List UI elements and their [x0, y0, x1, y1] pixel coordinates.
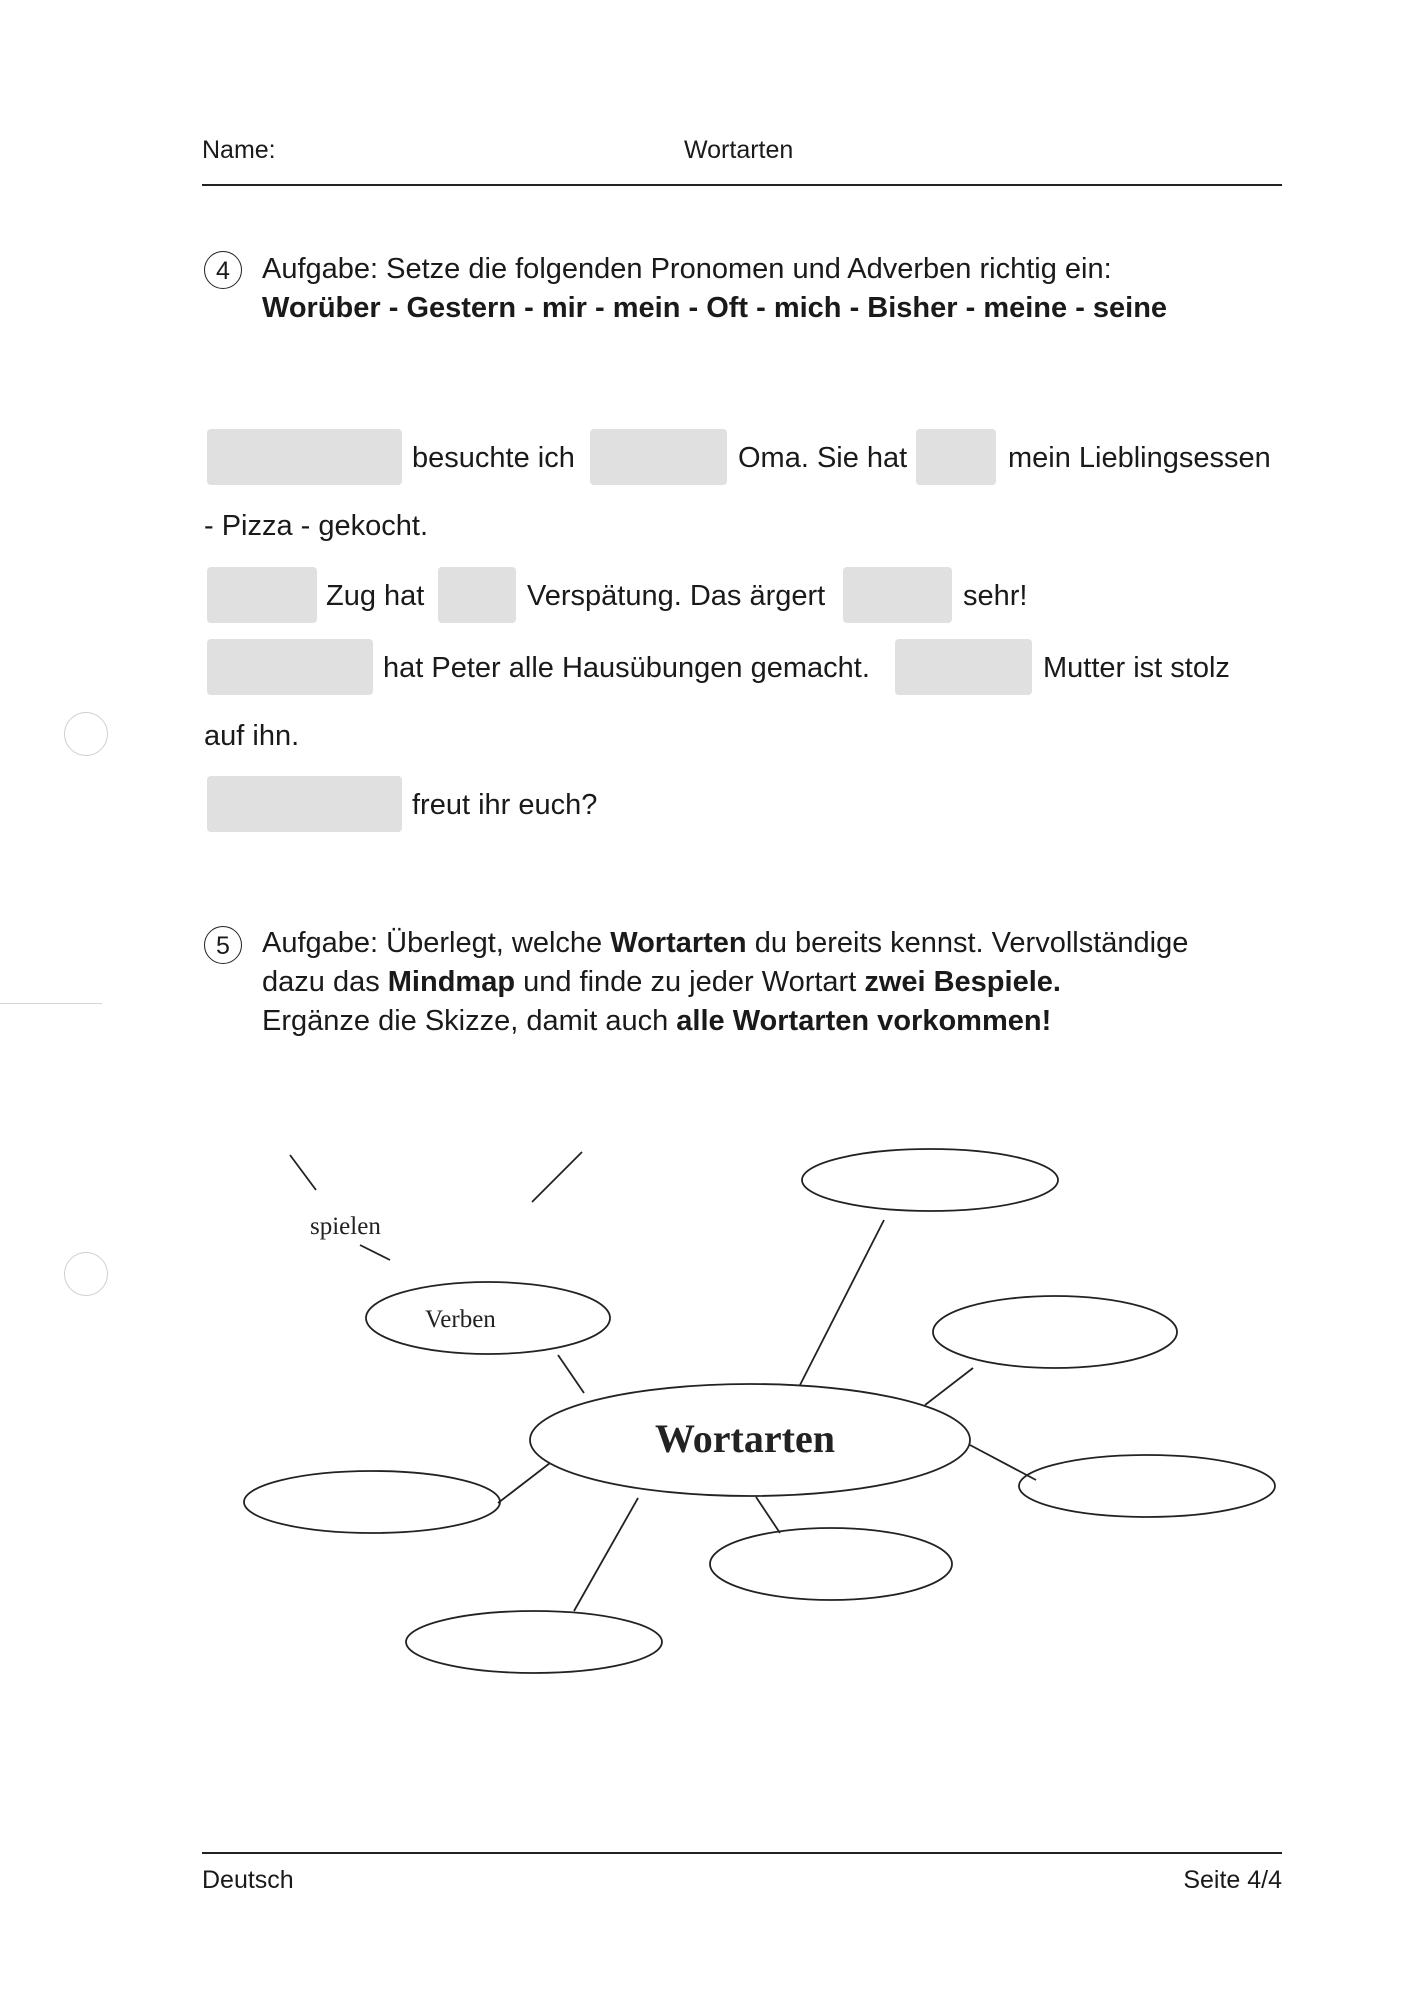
connector-verbs-open-branch — [532, 1152, 582, 1202]
text-mutter-stolz: Mutter ist stolz — [1043, 652, 1230, 684]
blank-2[interactable] — [590, 429, 727, 485]
blank-7[interactable] — [207, 639, 373, 695]
punch-hole-bottom — [64, 1252, 108, 1296]
blank-5[interactable] — [438, 567, 516, 623]
mindmap-diagram — [230, 1130, 1290, 1690]
text-zug-hat: Zug hat — [326, 580, 425, 612]
footer-rule — [202, 1852, 1282, 1854]
label-center: Wortarten — [655, 1416, 835, 1461]
node-empty-top — [802, 1149, 1058, 1211]
blank-4[interactable] — [207, 567, 317, 623]
task-5-line-3: Ergänze die Skizze, damit auch alle Wortarten vorkommen! — [262, 1005, 1052, 1037]
header-rule — [202, 184, 1282, 186]
node-empty-left — [244, 1471, 500, 1533]
node-empty-right-upper — [933, 1296, 1177, 1368]
task-4-instruction: Aufgabe: Setze die folgenden Pronomen und Adverben richtig ein: — [262, 253, 1112, 285]
blank-1[interactable] — [207, 429, 402, 485]
task-5-line-1: Aufgabe: Überlegt, welche Wortarten du bereits kennst. Vervollständige — [262, 927, 1189, 959]
text-verspaetung: Verspätung. Das ärgert — [527, 580, 826, 612]
node-empty-bottom-left — [406, 1611, 662, 1673]
blank-9[interactable] — [207, 776, 402, 832]
text-pizza-gekocht: - Pizza - gekocht. — [204, 510, 429, 542]
connector-center-left — [498, 1463, 550, 1503]
task-5-number: 5 — [204, 926, 242, 964]
blank-3[interactable] — [916, 429, 996, 485]
blank-6[interactable] — [843, 567, 952, 623]
footer-page-number: Seite 4/4 — [1183, 1866, 1282, 1894]
blank-8[interactable] — [895, 639, 1032, 695]
name-label: Name: — [202, 136, 276, 164]
connector-verbs-top-right — [360, 1245, 390, 1260]
punch-hole-top — [64, 712, 108, 756]
text-besuchte-ich: besuchte ich — [412, 442, 575, 474]
text-hausuebungen: hat Peter alle Hausübungen gemacht. — [383, 652, 870, 684]
page-title: Wortarten — [684, 136, 794, 164]
connector-center-right-upper — [925, 1368, 973, 1405]
text-sehr: sehr! — [963, 580, 1028, 612]
node-empty-right — [1019, 1455, 1275, 1517]
label-spielen: spielen — [310, 1213, 381, 1240]
fold-mark — [0, 1003, 102, 1004]
label-verben: Verben — [425, 1306, 496, 1333]
text-oma-sie-hat: Oma. Sie hat — [738, 442, 908, 474]
connector-center-bottom-left — [574, 1498, 638, 1611]
connector-center-verbs — [558, 1355, 584, 1393]
footer-subject: Deutsch — [202, 1866, 294, 1894]
connector-center-top — [800, 1220, 884, 1385]
task-4-number: 4 — [204, 251, 242, 289]
node-empty-bottom-right — [710, 1528, 952, 1600]
task-5-line-2: dazu das Mindmap und finde zu jeder Wortart zwei Bespiele. — [262, 966, 1061, 998]
task-4-word-bank: Worüber - Gestern - mir - mein - Oft - mich - Bisher - meine - seine — [262, 292, 1168, 324]
text-freut-ihr-euch: freut ihr euch? — [412, 789, 598, 821]
connector-center-bottom-right — [756, 1497, 780, 1533]
text-lieblingsessen: mein Lieblingsessen — [1008, 442, 1271, 474]
text-auf-ihn: auf ihn. — [204, 720, 300, 752]
connector-spielen — [290, 1155, 316, 1190]
